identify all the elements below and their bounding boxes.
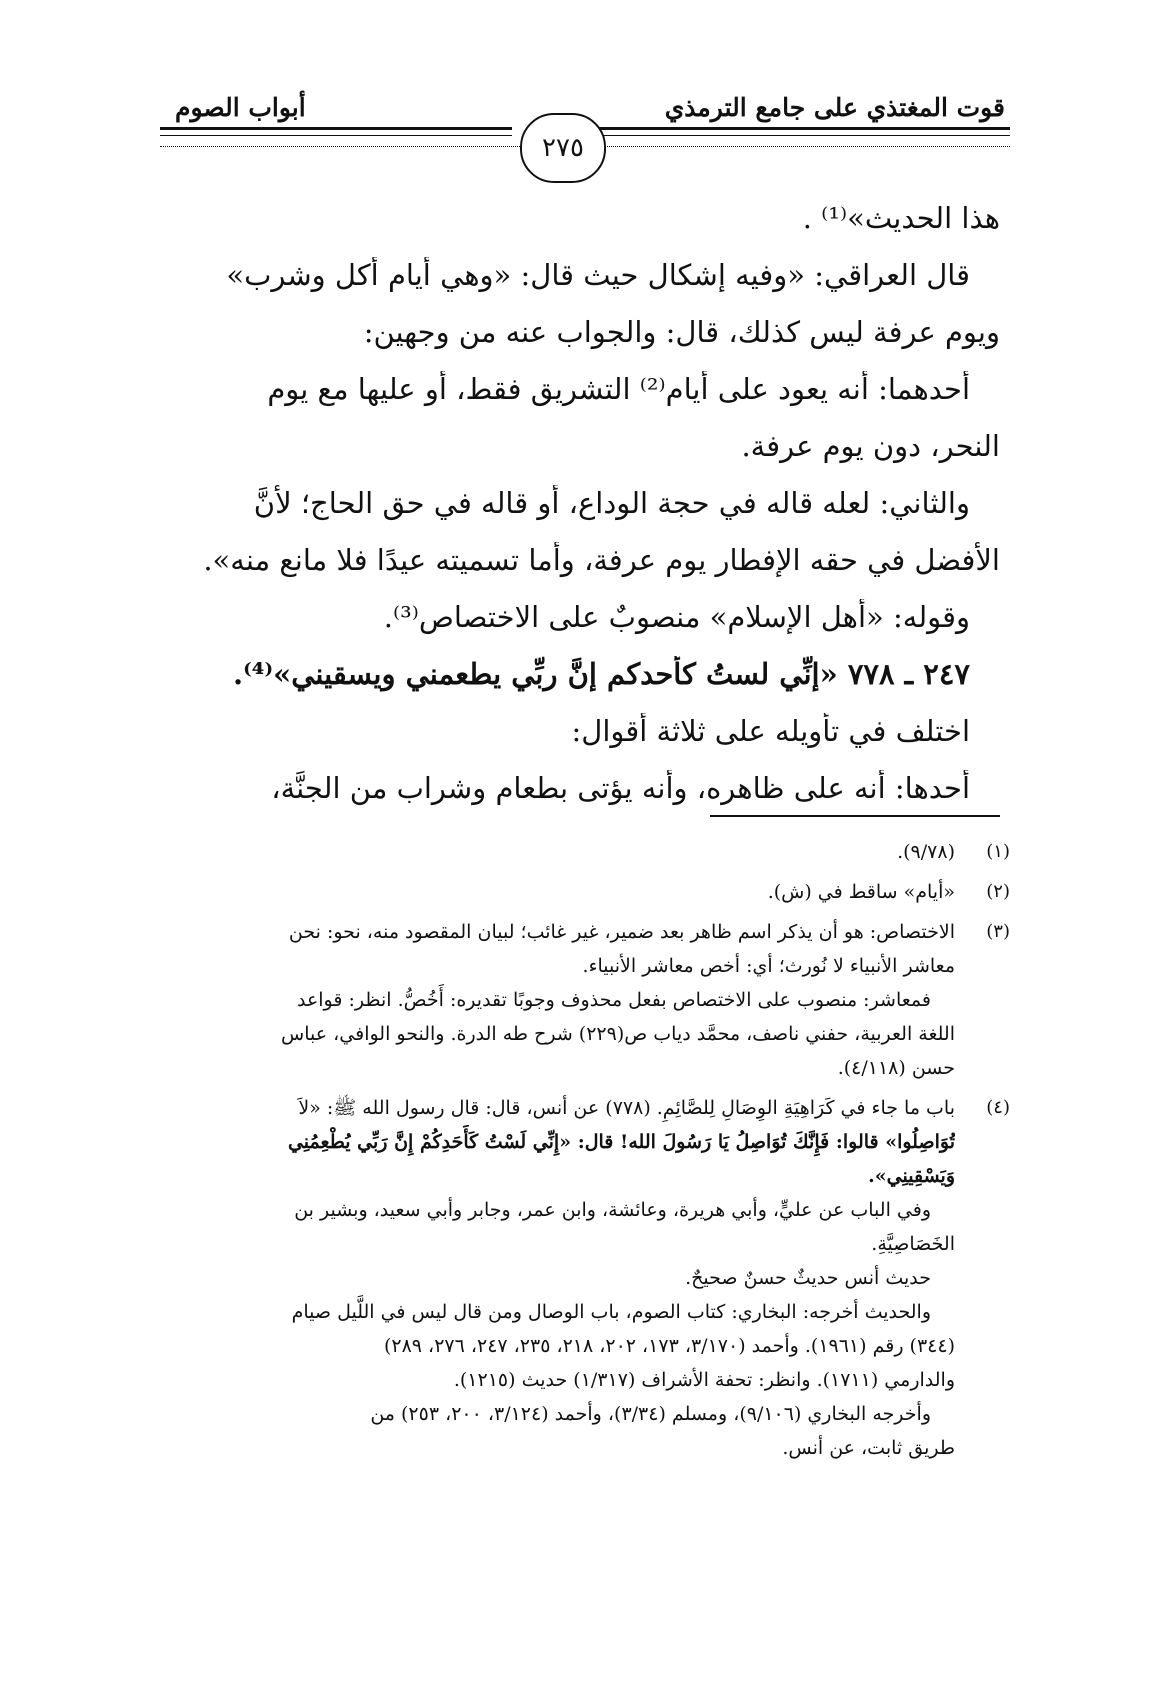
body-text [160,200,1000,827]
body-line: الأفضل في حقه الإفطار يوم عرفة، وأما تسميته عيدًا فلا مانع منه». [203,543,1000,577]
footnote-line: حسن (٤/١١٨). [837,1057,955,1079]
footnote-line: معاشر الأنبياء لا نُورث؛ أي: أخص معاشر الأنبياء. [582,955,955,977]
body-line: اختلف في تأويله على ثلاثة أقوال: [571,714,970,748]
book-title: قوت المغتذي على جامع الترمذي [664,93,1005,122]
footnote-line: والدارمي (١٧١١). وانظر: تحفة الأشراف (١/٣١٧) حديث (١٢١٥). [453,1369,955,1391]
footnote-number: (٣) [986,921,1010,942]
header-rule-right-thin [590,135,1010,136]
hadith-heading: ٢٤٧ ـ ٧٧٨ «إنِّي لستُ كأحدكم إنَّ ربِّي يطعمني ويسقيني»⁽⁴⁾. [233,657,970,691]
body-line: وقوله: «أهل الإسلام» منصوبٌ على الاختصاص⁽³⁾. [383,600,970,634]
footnote-line: باب ما جاء في كَرَاهِيَةِ الوِصَالِ لِلصَّائِمِ. (٧٧٨) عن أنس، قال: قال رسول الله ﷺ: «لاَ [298,1097,955,1119]
page-number: ٢٧٥ [520,113,606,183]
footnote-3 [160,915,1010,1085]
footnote-line: وفي الباب عن عليٍّ، وأبي هريرة، وعائشة، وابن عمر، وجابر وأبي سعيد، وبشير بن [294,1199,931,1221]
header-rule-right [590,127,1010,130]
footnote-line: وأخرجه البخاري (٩/١٠٦)، ومسلم (٣/٣٤)، وأحمد (٣/١٢٤، ٢٠٠، ٢٥٣) من [370,1403,931,1425]
footnote-line: حديث أنس حديثٌ حسنٌ صحيحٌ. [685,1267,931,1289]
footnote-line: طريق ثابت، عن أنس. [782,1437,955,1459]
footnote-line: وَيَسْقِينِي». [868,1165,955,1187]
footnote-line: «أيام» ساقط في (ش). [767,881,955,903]
body-line: والثاني: لعله قاله في حجة الوداع، أو قاله في حق الحاج؛ لأنَّ [253,486,970,520]
footnote-line: اللغة العربية، حفني ناصف، محمَّد دياب ص(٢٢٩) شرح طه الدرة. والنحو الوافي، عباس [281,1023,955,1045]
body-line: أحدهما: أنه يعود على أيام⁽²⁾ التشريق فقط، أو عليها مع يوم [267,372,970,406]
header-rule-left [160,127,512,130]
header-rule-left-thin [160,135,512,136]
footnote-line: فمعاشر: منصوب على الاختصاص بفعل محذوف وجوبًا تقديره: أَخُصُّ. انظر: قواعد [296,989,931,1011]
footnote-line: الخَصَاصِيَّةِ. [871,1233,955,1255]
footnote-line: (٩/٧٨). [897,841,955,863]
body-line: هذا الحديث»⁽¹⁾ . [802,201,1000,235]
body-line: قال العراقي: «وفيه إشكال حيث قال: «وهي أيام أكل وشرب» [226,258,970,292]
footnote-number: (٢) [986,881,1010,902]
footnote-number: (١) [986,841,1010,862]
footnotes [160,835,1010,1471]
section-title: أبواب الصوم [175,93,306,122]
footnote-number: (٤) [986,1097,1010,1118]
body-line: النحر، دون يوم عرفة. [741,429,1000,463]
footnote-line: تُوَاصِلُوا» قالوا: فَإِنَّكَ تُوَاصِلُ يَا رَسُولَ الله! قال: «إِنِّي لَسْتُ كَأَحَدِكُمْ إِنَّ رَبِّي يُطْعِمُنِي [287,1131,955,1153]
footnote-line: (٣٤٤) رقم (١٩٦١). وأحمد (٣/١٧٠، ١٧٣، ٢٠٢، ٢١٨، ٢٣٥، ٢٤٧، ٢٧٦، ٢٨٩) [383,1335,955,1357]
footnote-4 [160,1091,1010,1465]
footnote-2 [160,875,1010,909]
body-line: أحدها: أنه على ظاهره، وأنه يؤتى بطعام وشراب من الجنَّة، [271,771,970,805]
footnote-line: الاختصاص: هو أن يذكر اسم ظاهر بعد ضمير، غير غائب؛ لبيان المقصود منه، نحو: نحن [288,921,955,943]
footnote-line: والحديث أخرجه: البخاري: كتاب الصوم، باب الوصال ومن قال ليس في اللَّيل صيام [291,1301,931,1323]
footnote-1 [160,835,1010,869]
body-line: ويوم عرفة ليس كذلك، قال: والجواب عنه من وجهين: [363,315,1000,349]
footnote-separator [710,815,1000,817]
